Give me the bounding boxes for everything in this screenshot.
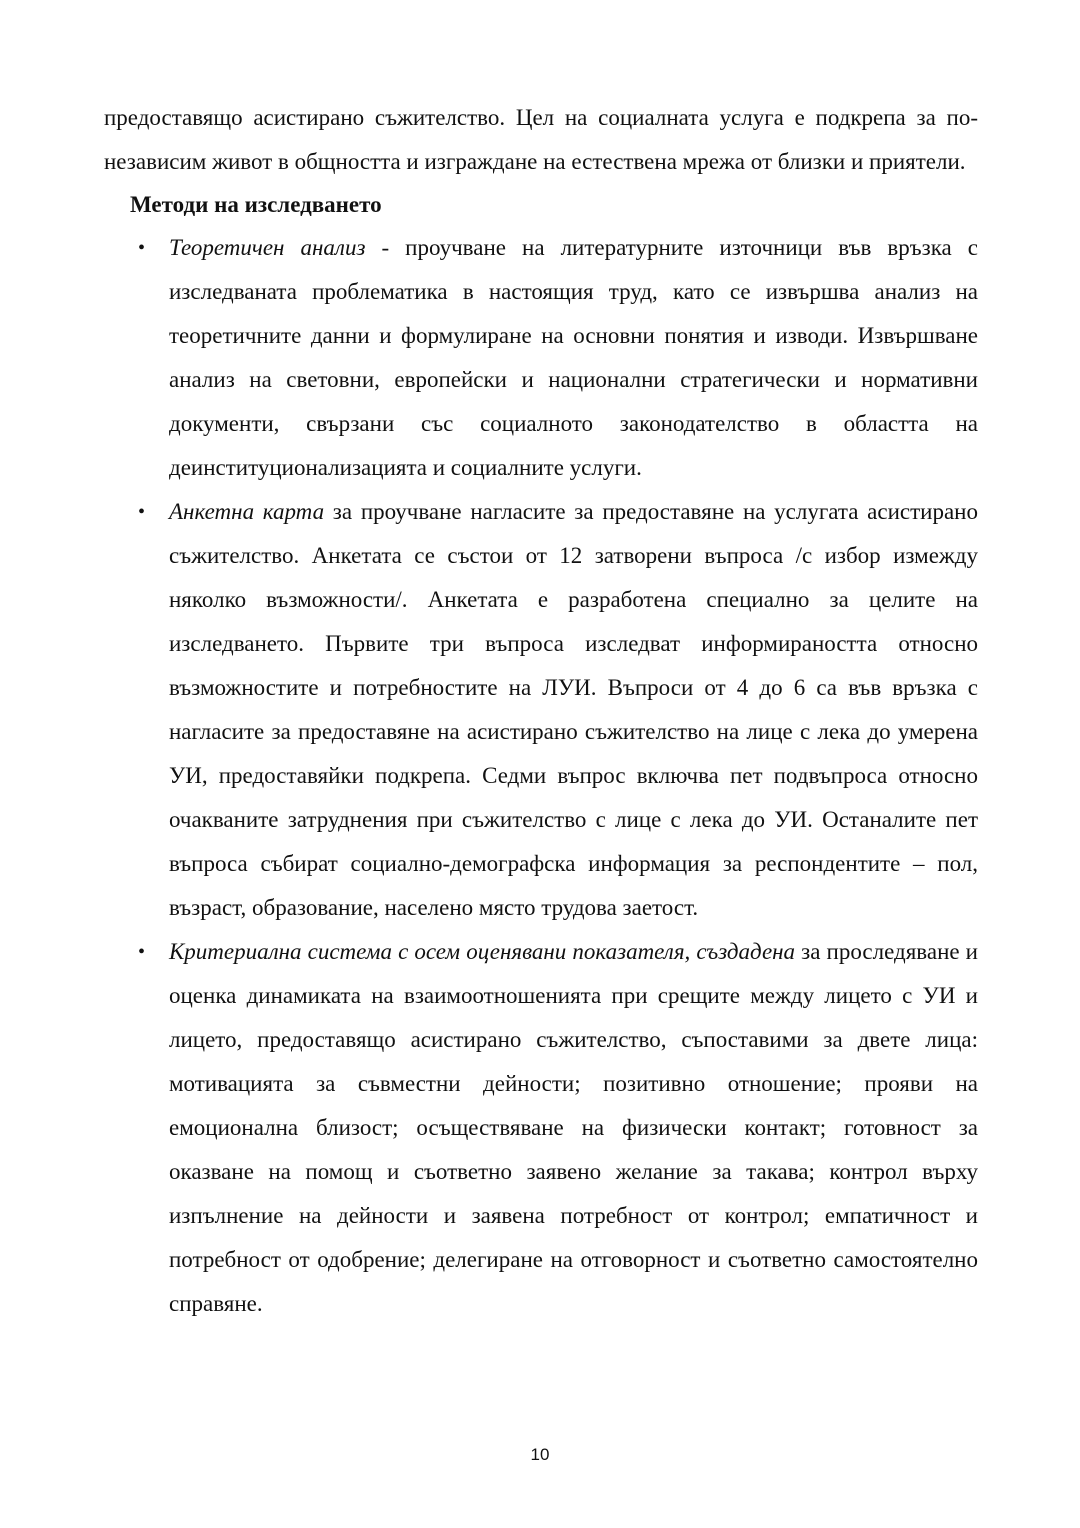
list-item bbox=[104, 930, 978, 1326]
list-item bbox=[104, 226, 978, 490]
page-content bbox=[104, 96, 978, 1326]
bullet-icon: • bbox=[138, 941, 146, 963]
method-title: Теоретичен анализ bbox=[169, 235, 366, 260]
list-item bbox=[104, 490, 978, 930]
bullet-icon: • bbox=[138, 237, 146, 259]
page-number: 10 bbox=[530, 1445, 550, 1464]
intro-paragraph: предоставящо асистирано съжителство. Цел на социалната услуга е подкрепа за по-независим живот в общността и изграждане на естествена мрежа от близки и приятели. bbox=[104, 105, 978, 174]
method-title: Анкетна карта bbox=[169, 499, 325, 524]
method-description: за проследяване и оценка динамиката на взаимоотношенията при срещите между лицето с УИ и лицето, предоставящо асистирано съжителство, съпоставими за двете лица: мотивацията за съвместни дейности; позитивно отношение; прояви на емоционална близост; осъществяване на физически контакт; готовност за оказване на помощ и съответно заявено желание за такава; контрол върху изпълнение на дейности и заявена потребност от контрол; емпатичност и потребност от одобрение; делегиране на отговорност и съответно самостоятелно справяне. bbox=[169, 939, 978, 1316]
methods-list bbox=[104, 226, 978, 1326]
method-description: - проучване на литературните източници във връзка с изследваната проблематика в настоящия труд, като се извършва анализ на теоретичните данни и формулиране на основни понятия и изводи. Извършване анализ на световни, европейски и национални стратегически и нормативни документи, свързани със социалното законодателство в областта на деинституционализацията и социалните услуги. bbox=[169, 235, 978, 480]
method-title: Критериална система с осем оценявани показателя, създадена bbox=[169, 939, 796, 964]
bullet-icon: • bbox=[138, 501, 146, 523]
method-description: за проучване нагласите за предоставяне на услугата асистирано съжителство. Анкетата се състои от 12 затворени въпроса /с избор измежду няколко възможности/. Анкетата е разработена специално за целите на изследването. Първите три въпроса изследват информираността относно възможностите и потребностите на ЛУИ. Въпроси от 4 до 6 са във връзка с нагласите за предоставяне на асистирано съжителство на лице с лека до умерена УИ, предоставяйки подкрепа. Седми въпрос включва пет подвъпроса относно очакваните затруднения при съжителство с лице с лека до УИ. Останалите пет въпроса събират социално-демографска информация за респондентите – пол, възраст, образование, населено място трудова заетост. bbox=[169, 499, 978, 920]
section-heading: Методи на изследването bbox=[130, 192, 382, 217]
